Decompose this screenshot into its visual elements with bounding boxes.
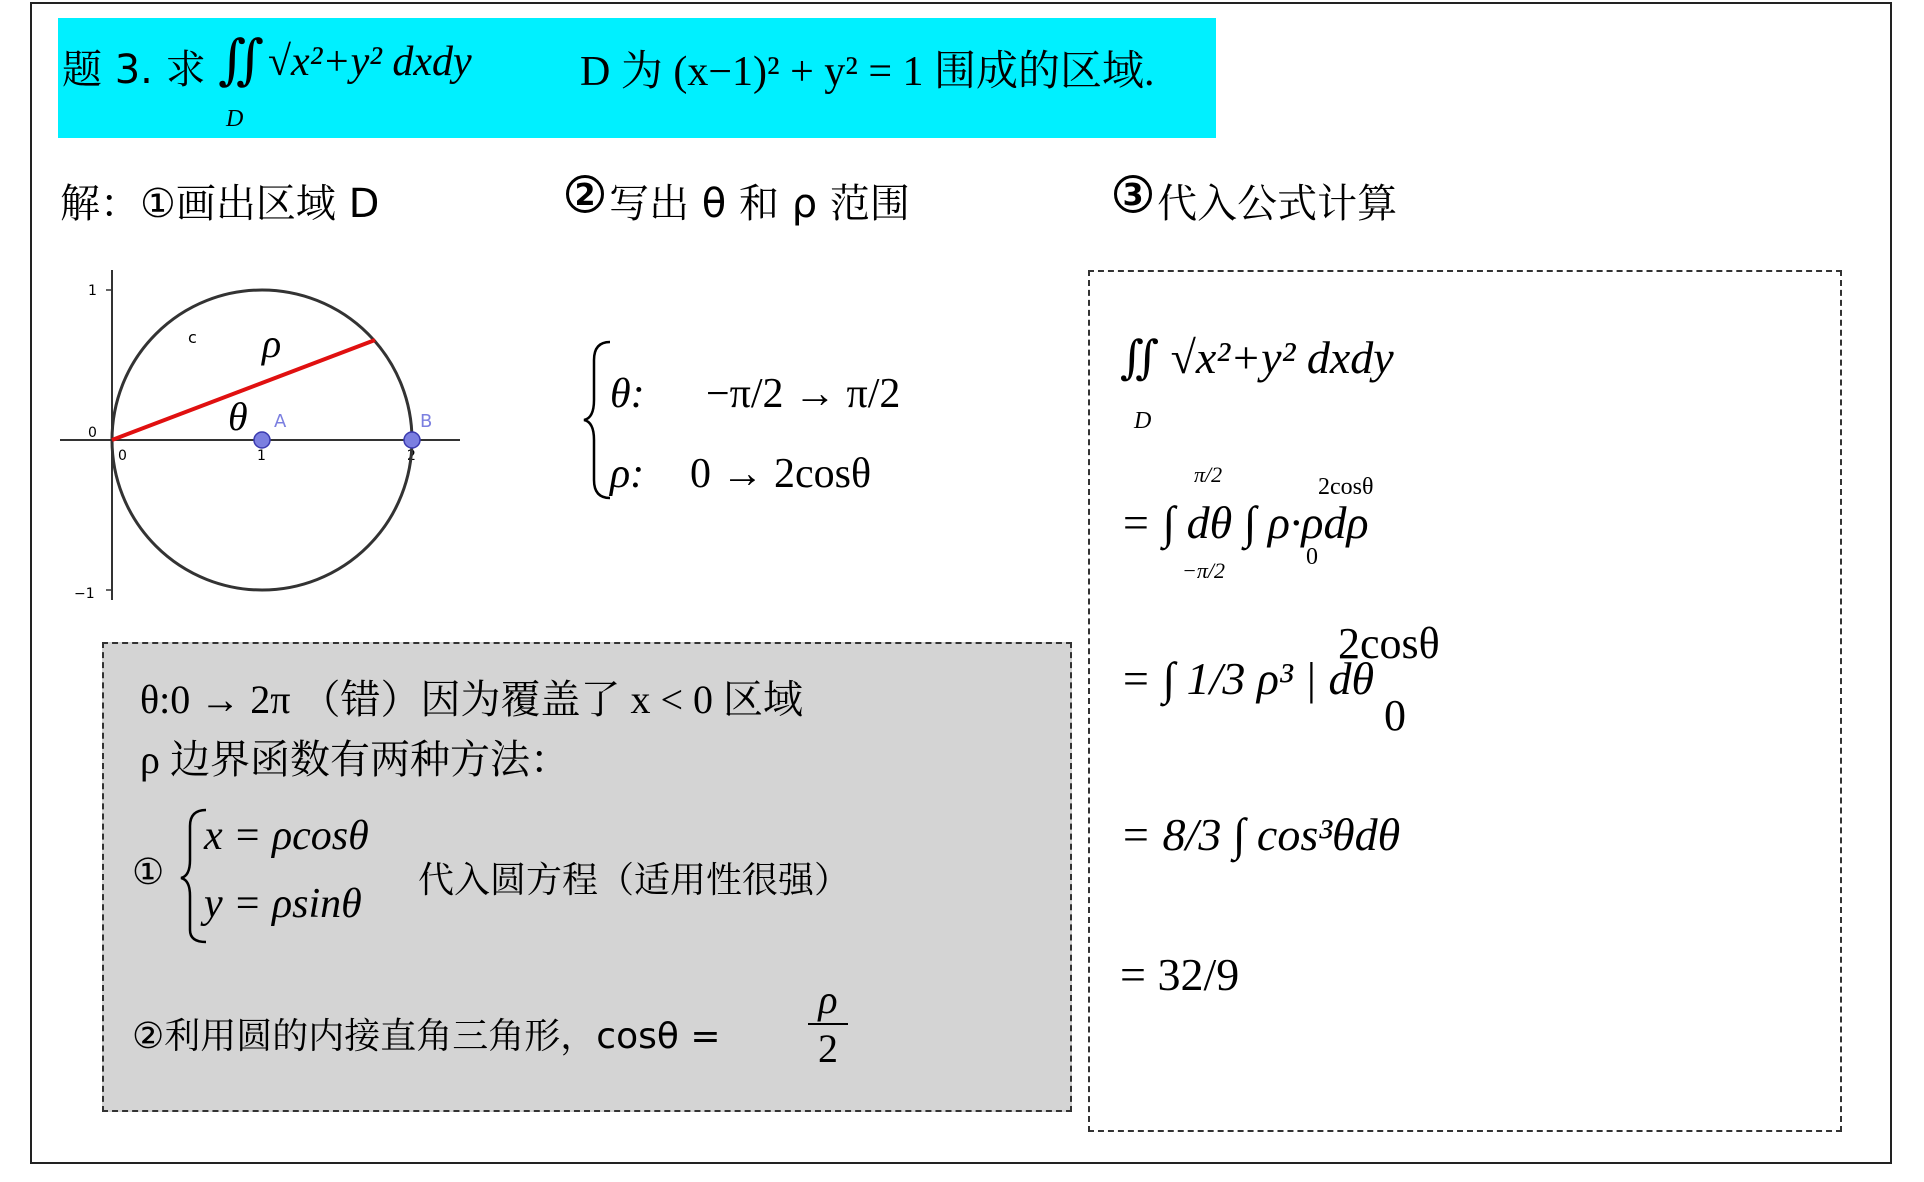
note-line2: ρ 边界函数有两种方法： — [140, 737, 570, 782]
theta-range-value: −π/2 → π/2 — [706, 371, 901, 417]
note-line1: θ:0 → 2π （错）因为覆盖了 x < 0 区域 — [140, 677, 804, 722]
solution-line2-lower-rho: 0 — [1306, 544, 1318, 570]
region-graph — [50, 265, 470, 605]
method1-eq-y: y = ρsinθ — [204, 881, 362, 927]
method2-text: ②利用圆的内接直角三角形，cosθ = — [132, 1016, 721, 1057]
method2-frac-num: ρ — [818, 977, 838, 1022]
step3-heading — [1114, 172, 1397, 229]
solution-line3-eval-upper: 2cosθ — [1338, 619, 1440, 668]
point-b — [404, 432, 420, 448]
title-integral-sign: ∬ — [218, 30, 264, 90]
step3-text: 代入公式计算 — [1157, 181, 1398, 227]
solution-line3: = ∫ 1/3 ρ³ | dθ — [1120, 653, 1375, 704]
y-tick-label: 1 — [88, 283, 97, 299]
theta-label: θ — [228, 394, 248, 439]
theta-range-label: θ: — [610, 371, 645, 417]
curve-label-c: c — [188, 328, 197, 347]
point-b-label: B — [420, 411, 433, 432]
solution-line4: = 8/3 ∫ cos³θdθ — [1120, 809, 1401, 860]
y-tick-label: −1 — [74, 586, 95, 602]
method1-number: ① — [132, 852, 165, 893]
x-tick-label: 2 — [407, 448, 416, 464]
method2-fraction — [808, 976, 848, 1072]
solution-line2-lower-theta: −π/2 — [1182, 558, 1225, 583]
point-a — [254, 432, 270, 448]
solution-line2-upper-theta: π/2 — [1194, 462, 1223, 487]
step1-heading: 解：①画出区域 D — [60, 181, 380, 227]
x-tick-label: 1 — [257, 448, 266, 464]
title-domain-sub: D — [226, 106, 244, 132]
solution-line2: = ∫ dθ ∫ ρ·ρdρ — [1120, 497, 1369, 548]
step2-text: 写出 θ 和 ρ 范围 — [609, 181, 910, 227]
step3-number: 3 — [1114, 175, 1152, 213]
solution-line2-upper-rho: 2cosθ — [1318, 474, 1374, 500]
step2-number: 2 — [566, 175, 604, 213]
y-tick-label: 0 — [88, 425, 97, 441]
step2-heading — [566, 172, 910, 229]
solution-line1: ∬ √x²+y² dxdy — [1120, 332, 1394, 383]
title-label: 题 3. 求 — [62, 47, 206, 93]
x-tick-label: 0 — [118, 448, 127, 464]
point-a-label: A — [274, 411, 287, 432]
title-integrand: √x²+y² dxdy — [268, 39, 472, 85]
method1-text: 代入圆方程（适用性很强） — [418, 860, 851, 901]
rho-label: ρ — [262, 321, 282, 366]
method1-eq-x: x = ρcosθ — [204, 813, 369, 859]
method2-frac-den: 2 — [808, 1023, 848, 1072]
solution-line3-eval-lower: 0 — [1384, 691, 1406, 740]
solution-line1-sub: D — [1134, 408, 1152, 434]
rho-range-value: 0 → 2cosθ — [690, 451, 872, 497]
solution-line5: = 32/9 — [1120, 949, 1240, 1000]
rho-range-label: ρ: — [610, 451, 645, 497]
title-region-text: D 为 (x−1)² + y² = 1 围成的区域. — [580, 49, 1155, 95]
